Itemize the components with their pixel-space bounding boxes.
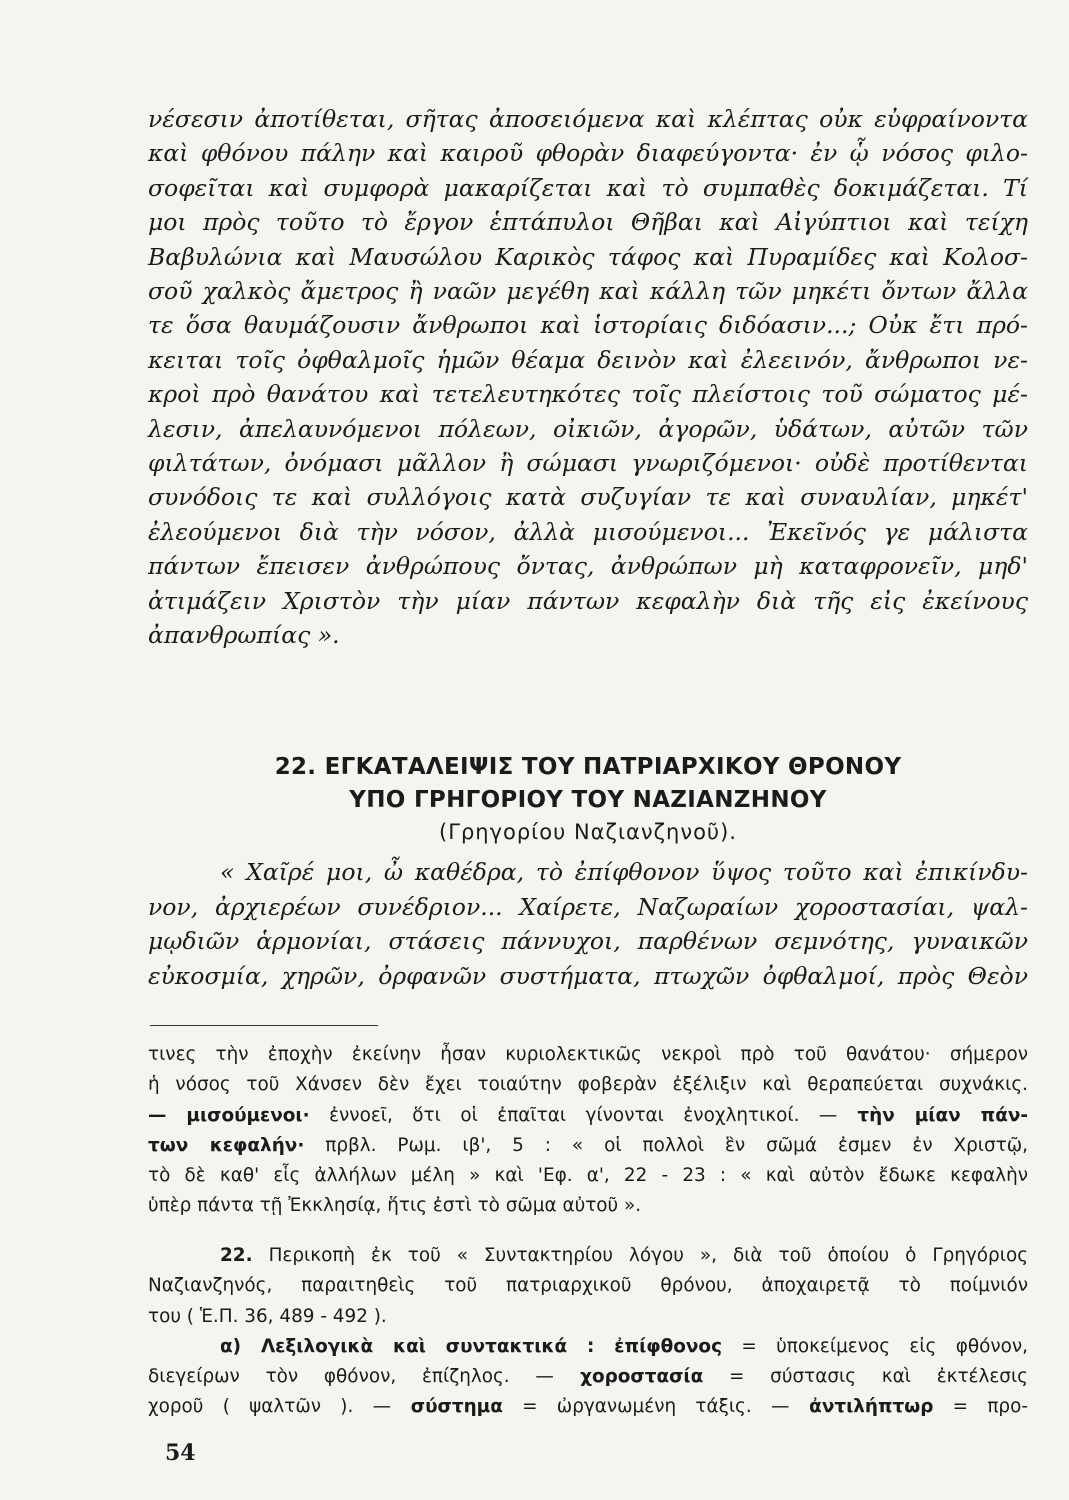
note-line: τινες τὴν ἐποχὴν ἐκείνην ἦσαν κυριολεκτικῶς νεκροὶ πρὸ τοῦ θανάτου· σήμερον [148,1044,1028,1065]
note-text: = ὑποκείμενος εἰς φθόνον, [721,1335,1028,1357]
quote-line: « Χαῖρέ μοι, ὦ καθέδρα, τὸ ἐπίφθονον ὕψος τοῦτο καὶ ἐπικίνδυ- [220,858,1028,886]
note-line: τὸ δὲ καθ' εἷς ἀλλήλων μέλη » καὶ 'Εφ. α', 22 - 23 : « καὶ αὐτὸν ἔδωκε κεφαλὴν [148,1165,1028,1187]
text-line: κροὶ πρὸ θανάτου καὶ τετελευτηκότες τοῖς πλείστοις τοῦ σώματος μέ- [148,380,1028,409]
note-line [148,1131,1028,1161]
text-line: καὶ φθόνου πάλην καὶ καιροῦ φθορὰν διαφεύγοντα· ἐν ᾧ νόσος φιλο- [148,139,1028,168]
section-heading-line2: ΥΠΟ ΓΡΗΓΟΡΙΟΥ ΤΟΥ ΝΑΖΙΑΝΖΗΝΟΥ [349,787,827,813]
text-line: ἀπανθρωπίας ». [148,621,340,650]
note-line [148,1332,1028,1362]
note-term: — μισούμενοι· [148,1104,310,1126]
quote-line: μῳδιῶν ἁρμονίαι, στάσεις πάννυχοι, παρθένων σεμνότης, γυναικῶν [148,927,1028,956]
note-text: ἐννοεῖ, ὅτι οἱ ἐπαῖται γίνονται ἐνοχλητικοί. — [309,1104,838,1126]
quote-text [148,855,1028,993]
note-text: Περικοπὴ ἐκ τοῦ « Συντακτηρίου λόγου », διὰ τοῦ ὁποίου ὁ Γρηγόριος [252,1245,1028,1266]
section-heading: 22. ΕΓΚΑΤΑΛΕΙΨΙΣ ΤΟΥ ΠΑΤΡΙΑΡΧΙΚΟΥ ΘΡΟΝΟΥ [274,754,902,780]
note-line [148,1362,1028,1392]
note-term: χοροστασία [553,1366,704,1388]
note-line [148,1101,1028,1131]
footnotes [148,1040,1028,1222]
note-term: ἐπίφθονος [594,1335,722,1357]
note-text: πρβλ. Ρωμ. ιβ', 5 : « οἱ πολλοὶ ἓν σῶμά ἐσμεν ἐν Χριστῷ, [304,1134,1028,1156]
note-line [148,1392,1028,1422]
note-text: διεγείρων τὸν φθόνον, ἐπίζηλος. — [148,1366,554,1388]
note-text: = σύστασις καὶ ἐκτέλεσις [703,1366,1028,1388]
text-line: κειται τοῖς ὀφθαλμοῖς ἡμῶν θέαμα δεινὸν καὶ ἐλεεινόν, ἄνθρωποι νε- [148,345,1028,374]
note-text: = προ- [933,1396,1028,1418]
text-line: ἀτιμάζειν Χριστὸν τὴν μίαν πάντων κεφαλὴν διὰ τῆς εἰς ἐκείνους [148,586,1028,615]
note-label: α) Λεξιλογικὰ καὶ συντακτικά : [220,1335,595,1357]
text-line: νέσεσιν ἀποτίθεται, σῆτας ἀποσειόμενα καὶ κλέπτας οὐκ εὐφραίνοντα [148,105,1028,133]
text-line: συνόδοις τε καὶ συλλόγοις κατὰ συζυγίαν τε καὶ συναυλίαν, μηκέτ' [148,483,1028,512]
text-line: ἐλεούμενοι διὰ τὴν νόσον, ἀλλὰ μισούμενοι... Ἐκεῖνός γε μάλιστα [148,517,1028,546]
main-text [148,102,1028,653]
note-line: Ναζιανζηνός, παραιτηθεὶς τοῦ πατριαρχικοῦ θρόνου, ἀποχαιρετᾷ τὸ ποίμνιόν [148,1275,1028,1297]
footnote-divider [150,1025,378,1026]
commentary [148,1241,1028,1423]
note-term: τὴν μίαν πάν- [837,1104,1029,1126]
note-term: σύστημα [390,1396,503,1418]
text-line: λεσιν, ἀπελαυνόμενοι πόλεων, οἰκιῶν, ἀγορῶν, ὑδάτων, αὐτῶν τῶν [148,414,1028,443]
note-term: ἀντιλήπτωρ [789,1396,934,1418]
page-number: 54 [165,1440,196,1466]
note-line: του ( Ἑ.Π. 36, 489 - 492 ). [148,1305,387,1327]
text-line: τε ὅσα θαυμάζουσιν ἄνθρωποι καὶ ἱστορίαις διδόασιν...; Οὐκ ἔτι πρό- [148,311,1028,340]
text-line: φιλτάτων, ὀνόμασι μᾶλλον ἢ σώμασι γνωριζόμενοι· οὐδὲ προτίθενται [148,449,1028,478]
section-heading-author: (Γρηγορίου Ναζιανζηνοῦ). [439,820,737,844]
text-line: σοφεῖται καὶ συμφορὰ μακαρίζεται καὶ τὸ συμπαθὲς δοκιμάζεται. Τί [148,173,1028,202]
note-line: ὑπὲρ πάντα τῇ Ἐκκλησίᾳ, ἥτις ἐστὶ τὸ σῶμα αὐτοῦ ». [148,1195,642,1217]
text-line: πάντων ἔπεισεν ἀνθρώπους ὄντας, ἀνθρώπων μὴ καταφρονεῖν, μηδ' [148,552,1028,581]
text-line: μοι πρὸς τοῦτο τὸ ἔργον ἑπτάπυλοι Θῆβαι καὶ Αἰγύπτιοι καὶ τείχη [148,208,1028,237]
note-term: των κεφαλήν· [148,1134,305,1156]
quote-line: εὐκοσμία, χηρῶν, ὀρφανῶν συστήματα, πτωχῶν ὀφθαλμοί, πρὸς Θεὸν [148,961,1028,990]
note-line [148,1241,1028,1271]
quote-line: νον, ἀρχιερέων συνέδριον... Χαίρετε, Ναζωραίων χοροστασίαι, ψαλ- [148,892,1028,921]
text-line: σοῦ χαλκὸς ἄμετρος ἢ ναῶν μεγέθη καὶ κάλλη τῶν μηκέτι ὄντων ἄλλα [148,277,1028,306]
note-number: 22. [220,1245,253,1266]
note-text: = ὠργανωμένη τάξις. — [502,1396,790,1418]
text-line: Βαβυλώνια καὶ Μαυσώλου Καρικὸς τάφος καὶ Πυραμίδες καὶ Κολοσ- [148,242,1028,271]
note-text: χοροῦ ( ψαλτῶν ). — [148,1396,391,1418]
note-line: ἡ νόσος τοῦ Χάνσεν δὲν ἔχει τοιαύτην φοβερὰν ἐξέλιξιν καὶ θεραπεύεται συχνάκις. [148,1074,1028,1096]
